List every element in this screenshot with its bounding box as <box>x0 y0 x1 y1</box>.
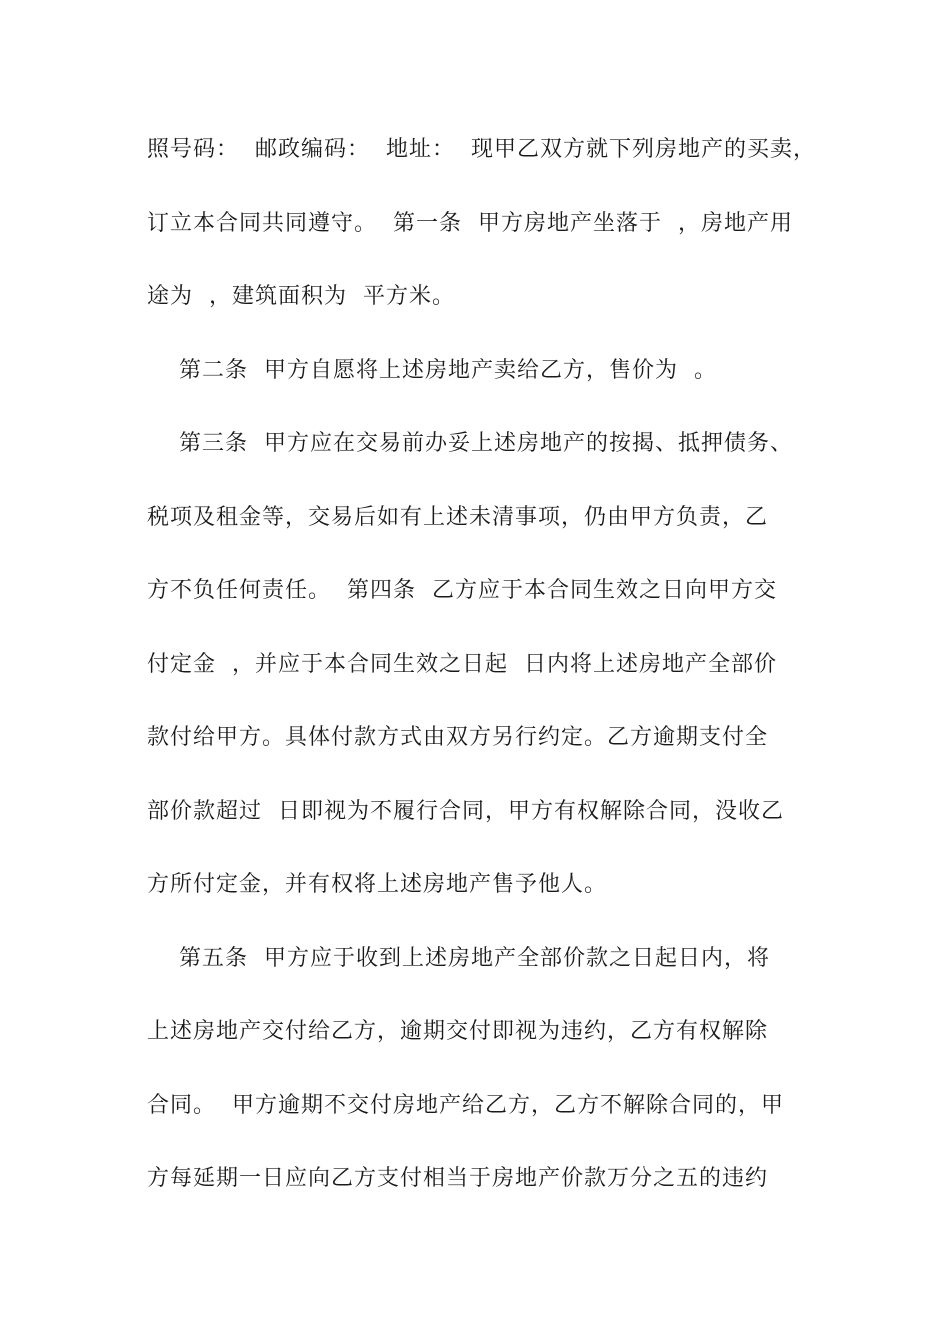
text-line: 付定金 ，并应于本合同生效之日起 日内将上述房地产全部价 <box>147 651 777 677</box>
text-line: 合同。 甲方逾期不交付房地产给乙方，乙方不解除合同的，甲 <box>147 1092 784 1118</box>
contract-body-text <box>147 128 816 1231</box>
text-line: 方不负任何责任。 第四条 乙方应于本合同生效之日向甲方交 <box>147 578 777 603</box>
text-line: 部价款超过 日即视为不履行合同，甲方有权解除合同，没收乙 <box>147 798 784 824</box>
text-line: 订立本合同共同遵守。 第一条 甲方房地产坐落于 ，房地产用 <box>147 210 793 236</box>
text-line: 第五条 甲方应于收到上述房地产全部价款之日起日内，将 <box>147 945 770 971</box>
text-line: 上述房地产交付给乙方，逾期交付即视为违约，乙方有权解除 <box>147 1019 769 1044</box>
text-line: 方所付定金，并有权将上述房地产售予他人。 <box>147 872 608 897</box>
text-line: 第三条 甲方应在交易前办妥上述房地产的按揭、抵押债务、 <box>147 431 793 456</box>
text-line: 款付给甲方。具体付款方式由双方另行约定。乙方逾期支付全 <box>147 725 769 750</box>
text-line: 照号码： 邮政编码： 地址： 现甲乙双方就下列房地产的买卖， <box>147 137 816 162</box>
text-line: 税项及租金等，交易后如有上述未清事项，仍由甲方负责，乙 <box>147 504 769 530</box>
text-line: 途为 ，建筑面积为 平方米。 <box>147 284 455 309</box>
text-line: 第二条 甲方自愿将上述房地产卖给乙方，售价为 。 <box>147 357 717 383</box>
text-line: 方每延期一日应向乙方支付相当于房地产价款万分之五的违约 <box>147 1166 769 1191</box>
